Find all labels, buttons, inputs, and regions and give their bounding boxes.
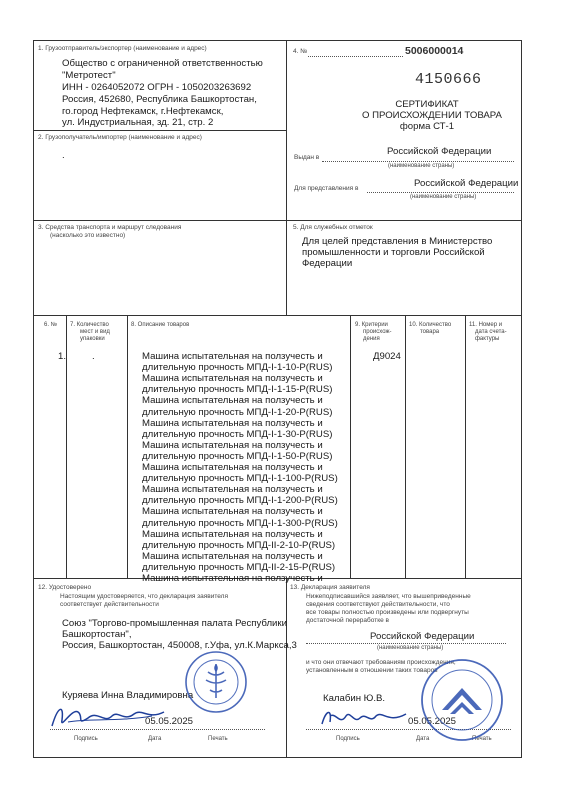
serial-number: 4150666 xyxy=(415,71,482,88)
col-divider-1 xyxy=(66,315,67,578)
exporter-line-5: го.город Нефтекамск, г.Нефтекамск, xyxy=(62,106,224,117)
box12-date-label: Дата xyxy=(148,736,162,742)
box13-sign-label: Подпись xyxy=(336,736,360,742)
box13-seal-label: Печать xyxy=(472,736,492,742)
certifier-signature-icon xyxy=(48,700,168,732)
declarant-name: Калабин Ю.В. xyxy=(323,693,386,704)
goods-line: длительную прочность МПД-I-1-100-P(RUS) xyxy=(142,473,338,485)
box3-hint: (насколько это известно) xyxy=(50,232,126,239)
goods-line: длительную прочность МПД-II-2-15-P(RUS) xyxy=(142,561,336,573)
col-divider-2 xyxy=(127,315,128,578)
goods-line: Машина испытательная на ползучесть и xyxy=(142,351,323,362)
number-label: 4. № xyxy=(293,48,308,55)
col-quantity-header-2: товара xyxy=(420,329,440,335)
box13-label: 13. Декларация заявителя xyxy=(290,584,370,591)
goods-line: Машина испытательная на ползучесть и xyxy=(142,462,323,473)
exporter-line-4: Россия, 452680, Республика Башкортостан, xyxy=(62,94,257,105)
number-underline xyxy=(308,56,403,57)
exporter-line-3: ИНН - 0264052072 ОГРН - 1050203263692 xyxy=(62,82,252,93)
declaration-line-6: установленным в отношении таких товаров xyxy=(306,667,438,674)
goods-line: длительную прочность МПД-I-1-300-P(RUS) xyxy=(142,517,338,529)
box12-text-1: Настоящим удостоверяется, что декларация заявителя xyxy=(60,593,228,600)
row-criteria: Д9024 xyxy=(373,351,401,362)
goods-line: длительную прочность МПД-II-2-10-P(RUS) xyxy=(142,539,336,551)
certifier-name: Куряева Инна Владимировна xyxy=(62,690,194,701)
declaration-country-hint: (наименование страны) xyxy=(377,645,444,651)
box13-date-label: Дата xyxy=(416,736,430,742)
goods-line: Машина испытательная на ползучесть и xyxy=(142,550,323,562)
row-packages: . xyxy=(92,351,95,362)
issued-underline xyxy=(322,161,514,162)
certifier-date: 05.05.2025 xyxy=(145,716,194,727)
col-divider-4 xyxy=(405,315,406,578)
divider-bottom-vertical xyxy=(286,578,287,758)
declaration-line-1: Нижеподписавшийся заявляет, что вышеприведенные xyxy=(306,593,471,600)
document-number: 5006000014 xyxy=(405,45,464,57)
box12-seal-label: Печать xyxy=(208,736,228,742)
col-description-header: 8. Описание товаров xyxy=(131,322,190,328)
col-criteria-header-3: дения xyxy=(363,336,380,342)
issued-label: Выдан в xyxy=(294,154,320,161)
presented-hint: (наименование страны) xyxy=(410,194,477,200)
goods-line: Машина испытательная на ползучесть и xyxy=(142,439,323,451)
box2-label: 2. Грузополучатель/импортер (наименование и адрес) xyxy=(38,134,202,141)
company-seal-icon xyxy=(420,658,504,742)
goods-line: Машина испытательная на ползучесть и xyxy=(142,373,323,385)
divider-box1 xyxy=(33,130,286,131)
goods-line: Машина испытательная на ползучесть и xyxy=(142,506,323,518)
declarant-signature-icon xyxy=(318,702,410,732)
chamber-line-1: Союз "Торгово-промышленная палата Республики xyxy=(62,618,287,629)
declaration-country-underline xyxy=(306,643,506,644)
box5-line-3: Федерации xyxy=(302,258,353,269)
col-divider-3 xyxy=(350,315,351,578)
consignee-value: . xyxy=(62,150,65,161)
box12-label: 12. Удостоверено xyxy=(38,584,92,591)
goods-line: длительную прочность МПД-I-1-10-P(RUS) xyxy=(142,362,333,374)
exporter-line-2: "Метротест" xyxy=(62,70,116,81)
declaration-line-3: все товары полностью произведены или подвергнуты xyxy=(306,609,469,616)
declaration-line-4: достаточной переработке в xyxy=(306,617,389,624)
goods-line: длительную прочность МПД-I-1-20-P(RUS) xyxy=(142,406,333,418)
goods-line: Машина испытательная на ползучесть и xyxy=(142,573,323,584)
certificate-title: СЕРТИФИКАТ xyxy=(395,99,459,110)
col-packages-header-1: 7. Количество xyxy=(70,322,109,328)
box12-sign-label: Подпись xyxy=(74,736,98,742)
chamber-seal-icon xyxy=(184,650,248,714)
col-invoice-header-1: 11. Номер и xyxy=(469,322,503,328)
box3-label: 3. Средства транспорта и маршрут следования xyxy=(38,224,182,231)
col-invoice-header-3: фактуры xyxy=(475,336,500,342)
goods-line: Машина испытательная на ползучесть и xyxy=(142,417,323,429)
exporter-line-6: ул. Индустриальная, зд. 21, стр. 2 xyxy=(62,117,214,128)
col-quantity-header-1: 10. Количество xyxy=(409,322,452,328)
box5-label: 5. Для служебных отметок xyxy=(293,224,373,231)
issued-country: Российской Федерации xyxy=(387,146,492,157)
presented-label: Для представления в xyxy=(294,185,359,192)
presented-country: Российской Федерации xyxy=(414,178,519,189)
goods-line: длительную прочность МПД-I-1-50-P(RUS) xyxy=(142,450,333,462)
chamber-line-3: Россия, Башкортостан, 450008, г.Уфа, ул.К.Маркса,3 xyxy=(62,640,297,651)
goods-line: длительную прочность МПД-I-1-30-P(RUS) xyxy=(142,428,333,440)
box1-label: 1. Грузоотправитель/экспортер (наименование и адрес) xyxy=(38,45,207,52)
box5-line-2: промышленности и торговли Российской xyxy=(302,247,485,258)
col-criteria-header-2: происхож- xyxy=(363,329,392,335)
goods-line: длительную прочность МПД-I-1-200-P(RUS) xyxy=(142,495,338,507)
goods-line: Машина испытательная на ползучесть и xyxy=(142,395,323,407)
exporter-line-1: Общество с ограниченной ответственностью xyxy=(62,58,263,69)
row-number: 1. xyxy=(58,351,67,362)
declaration-country: Российской Федерации xyxy=(370,631,475,642)
chamber-line-2: Башкортостан", xyxy=(62,629,132,640)
col-number-header: 6. № xyxy=(44,322,58,328)
divider-table-top xyxy=(33,315,522,316)
presented-underline xyxy=(367,192,514,193)
col-divider-5 xyxy=(465,315,466,578)
col-invoice-header-2: дата счета- xyxy=(475,329,507,335)
goods-line: Машина испытательная на ползучесть и xyxy=(142,484,323,496)
box5-line-1: Для целей представления в Министерство xyxy=(302,236,493,247)
goods-line: Машина испытательная на ползучесть и xyxy=(142,528,323,540)
certificate-form: форма СТ-1 xyxy=(399,121,455,132)
declaration-line-2: сведения соответствуют действительности, что xyxy=(306,601,450,608)
declaration-line-5: и что они отвечают требованиям происхождения, xyxy=(306,659,456,666)
col-packages-header-2: мест и вид xyxy=(80,329,110,335)
goods-line: длительную прочность МПД-I-1-15-P(RUS) xyxy=(142,384,333,396)
issued-hint: (наименование страны) xyxy=(388,163,455,169)
box12-text-2: соответствует действительности xyxy=(60,601,159,608)
divider-box2 xyxy=(33,220,522,221)
declarant-date: 05.05.2025 xyxy=(408,716,457,727)
divider-top-vertical xyxy=(286,40,287,220)
divider-mid-vertical xyxy=(286,220,287,315)
certificate-subtitle: О ПРОИСХОЖДЕНИИ ТОВАРА xyxy=(362,110,502,121)
col-packages-header-3: упаковки xyxy=(80,336,105,342)
col-criteria-header-1: 9. Критерии xyxy=(355,322,388,328)
